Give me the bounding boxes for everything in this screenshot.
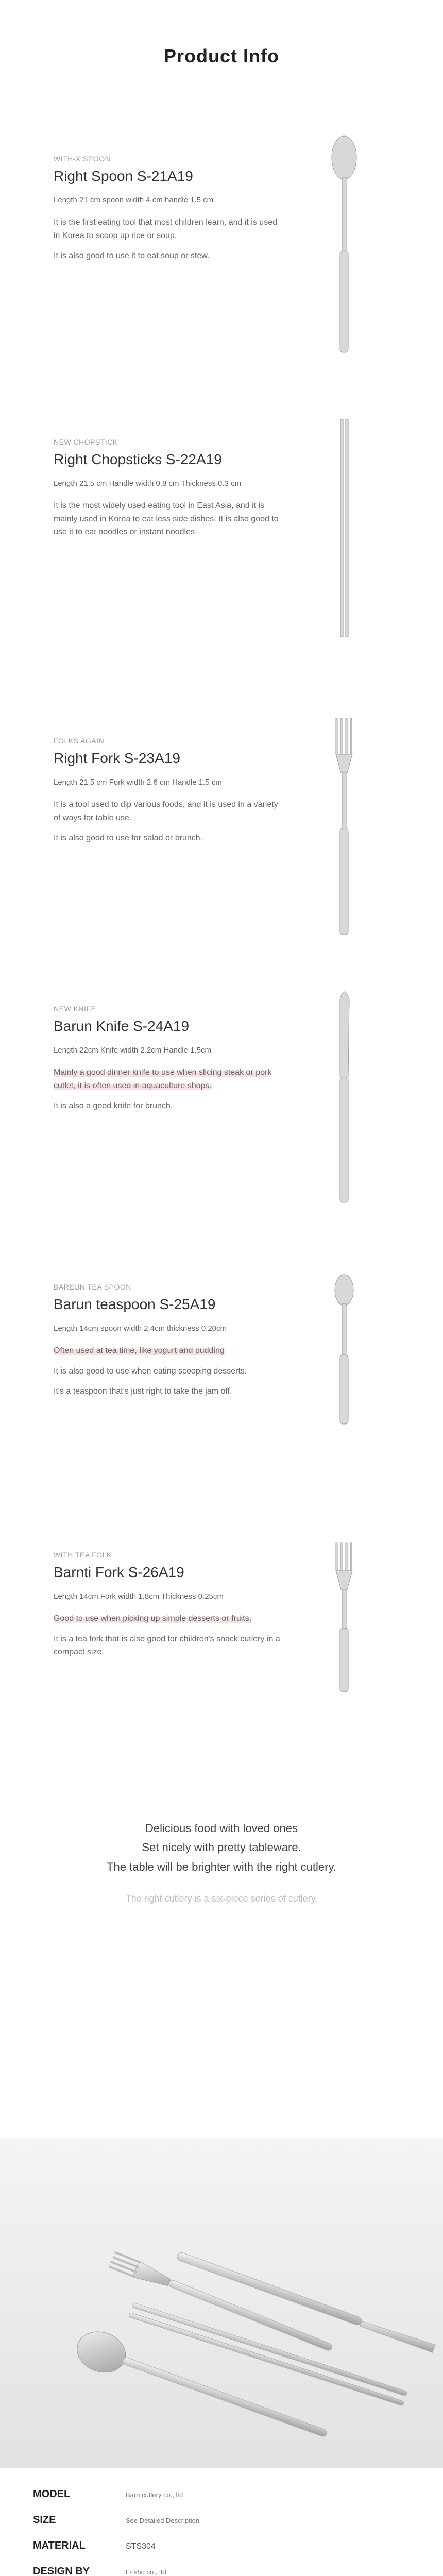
product-fork — [54, 737, 363, 852]
teaspoon-image — [329, 1273, 360, 1427]
product-description-line: Mainly a good dinner knife to use when slicing steak or pork cutlet, it is often used in aquaculture shops. — [54, 1068, 272, 1090]
knife-image — [329, 984, 360, 1206]
product-name: Barun teaspoon S-25A19 — [54, 1296, 216, 1312]
product-spoon — [54, 155, 363, 270]
tagline-line-1: Delicious food with loved ones — [145, 1822, 298, 1835]
product-description — [54, 1066, 280, 1113]
product-description — [54, 499, 280, 539]
product-description-line: It is also good to use it to eat soup or stew. — [54, 251, 210, 261]
product-spec: Length 21.5 cm Fork width 2.6 cm Handle 1.5 cm — [54, 778, 222, 787]
product-spec: Length 22cm Knife width 2.2cm Handle 1.5cm — [54, 1046, 211, 1055]
product-description-line: It is a tool used to dip various foods, and it is used in a variety of ways for table use. — [54, 800, 278, 822]
product-teaspoon — [54, 1283, 363, 1405]
product-description-line: Often used at tea time, like yogurt and pudding — [54, 1346, 225, 1355]
product-eyebrow: WITH TEA FOLK — [54, 1551, 112, 1559]
product-set-photo — [0, 2138, 443, 2468]
page-title: Product Info — [164, 45, 279, 66]
cutlery-set-illustration — [0, 2138, 443, 2468]
teafork-image — [329, 1540, 360, 1695]
spec-key: MATERIAL — [33, 2540, 86, 2551]
product-spec: Length 14cm Fork width 1.8cm Thickness 0.25cm — [54, 1592, 224, 1601]
product-eyebrow: FOLKS AGAIN — [54, 737, 105, 745]
product-description-line: It is the first eating tool that most children learn, and it is used in Korea to scoop up rice or soup. — [54, 218, 277, 240]
product-name: Barun Knife S-24A19 — [54, 1018, 190, 1034]
product-chopsticks — [54, 438, 363, 546]
spec-row — [33, 2514, 414, 2540]
product-description — [54, 216, 280, 263]
spec-value: Erisho co., ltd — [126, 2568, 166, 2576]
chopsticks-image — [329, 417, 360, 639]
spec-key: DESIGN BY — [33, 2566, 90, 2576]
tagline-line-2: Set nicely with pretty tableware. — [142, 1841, 301, 1854]
spec-value: See Detailed Description — [126, 2517, 200, 2524]
product-description — [54, 1612, 280, 1659]
product-eyebrow: NEW KNIFE — [54, 1005, 96, 1013]
tagline-line-3: The table will be brighter with the right cutlery. — [107, 1860, 336, 1873]
tagline-sub: The right cutlery is a six-piece series of cutlery. — [125, 1893, 318, 1904]
product-description-line: It is also good to use for salad or brunch. — [54, 834, 203, 843]
spec-value: Barn cutlery co., ltd — [126, 2491, 183, 2499]
spec-table — [33, 2488, 414, 2576]
product-name: Barnti Fork S-26A19 — [54, 1564, 184, 1580]
spec-key: MODEL — [33, 2488, 71, 2500]
tagline — [0, 1819, 443, 1907]
product-eyebrow: NEW CHOPSTICK — [54, 438, 118, 446]
product-spec: Length 21 cm spoon width 4 cm handle 1.5 cm — [54, 196, 214, 205]
product-spec: Length 21.5 cm Handle width 0.8 cm Thickness 0.3 cm — [54, 479, 242, 488]
spec-value: STS304 — [126, 2542, 156, 2551]
product-description-line: It is the most widely used eating tool in East Asia, and it is mainly used in Korea to eat less side dishes. It is also good to use it to eat noodles or instant noodles. — [54, 501, 279, 537]
spec-key: SIZE — [33, 2514, 56, 2526]
product-description-line: It is also good to use when eating scooping desserts. — [54, 1366, 247, 1376]
spec-row — [33, 2566, 414, 2576]
product-name: Right Chopsticks S-22A19 — [54, 451, 222, 467]
product-teafork — [54, 1551, 363, 1666]
product-eyebrow: BAREUN TEA SPOON — [54, 1283, 131, 1291]
spoon-image — [329, 134, 360, 355]
product-description — [54, 798, 280, 845]
product-knife — [54, 1005, 363, 1120]
product-description-line: It is also a good knife for brunch. — [54, 1101, 173, 1111]
spec-row — [33, 2488, 414, 2514]
product-name: Right Fork S-23A19 — [54, 750, 180, 766]
product-name: Right Spoon S-21A19 — [54, 168, 193, 184]
product-spec: Length 14cm spoon width 2.4cm thickness 0.20cm — [54, 1324, 227, 1333]
product-description-line: Good to use when picking up simple desserts or fruits, — [54, 1614, 252, 1623]
product-description — [54, 1344, 280, 1398]
product-description-line: It's a teaspoon that's just right to take the jam off. — [54, 1387, 232, 1396]
product-eyebrow: WITH-X SPOON — [54, 155, 111, 163]
fork-image — [329, 716, 360, 938]
product-description-line: It is a tea fork that is also good for children's snack cutlery in a compact size. — [54, 1634, 280, 1657]
spec-row — [33, 2540, 414, 2566]
